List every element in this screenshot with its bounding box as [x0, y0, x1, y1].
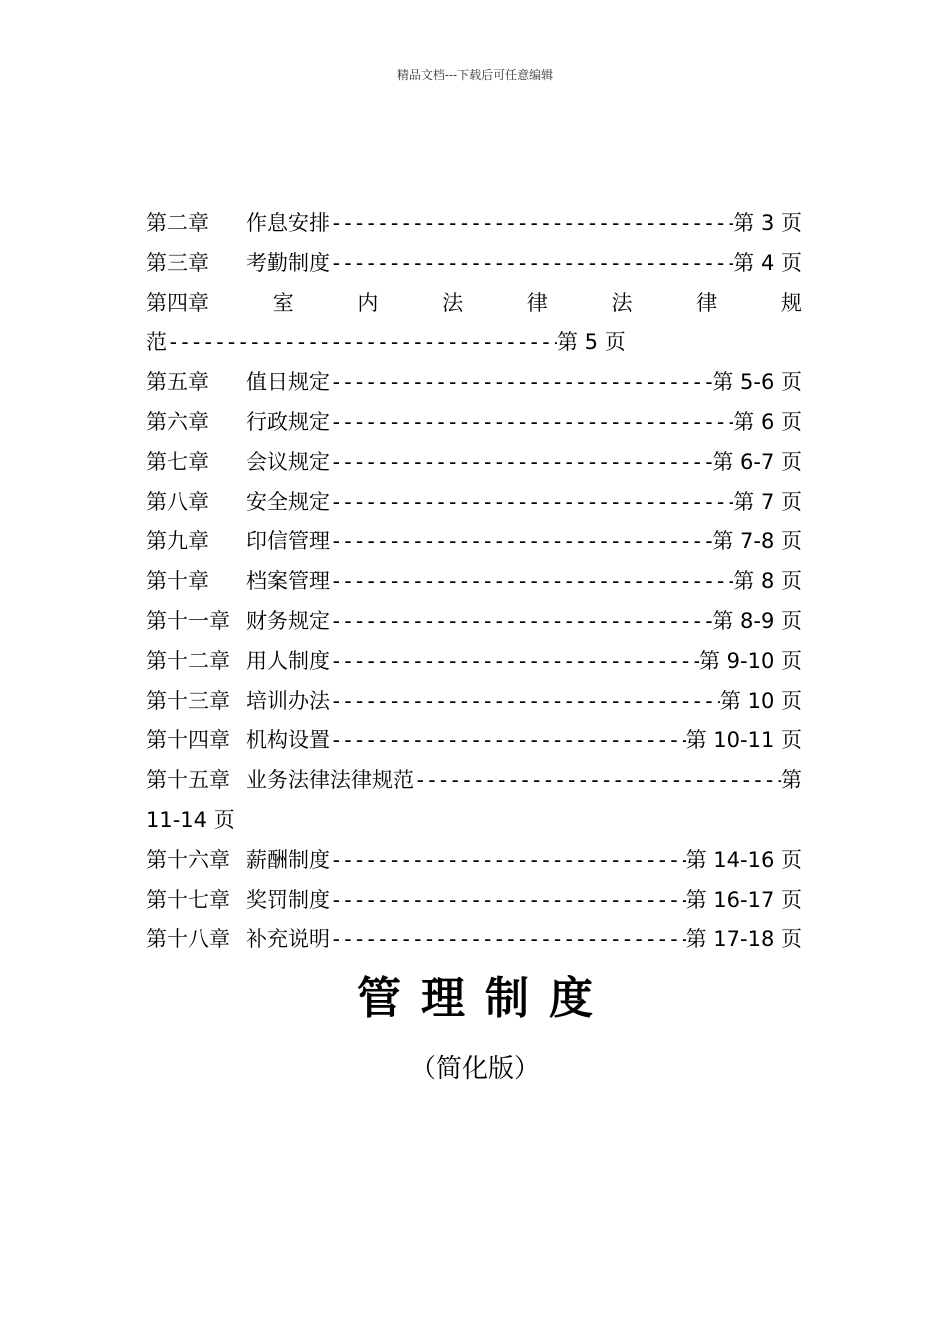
- toc-chapter: 第十三章: [146, 688, 230, 713]
- toc-title-char: 法: [611, 290, 633, 315]
- toc-page: 第 6 页: [733, 409, 802, 434]
- toc-row-justified[interactable]: [146, 284, 802, 324]
- toc-title: 用人制度: [246, 648, 330, 673]
- toc-row[interactable]: [146, 602, 802, 642]
- toc-leader: [330, 642, 699, 682]
- toc-chapter: 第五章: [146, 370, 209, 395]
- page-header: 精品文档---下载后可任意编辑: [396, 68, 554, 82]
- toc-leader: [414, 761, 781, 801]
- toc-leader: [330, 522, 712, 562]
- toc-leader: [330, 881, 686, 921]
- toc-chapter: 第十五章: [146, 768, 230, 793]
- toc-page: 第 17-18 页: [685, 927, 802, 952]
- toc-leader: [330, 841, 686, 881]
- toc-page: 第 8 页: [733, 569, 802, 594]
- toc-page: 第 5-6 页: [712, 370, 802, 395]
- toc-leader: [167, 323, 557, 363]
- toc-row[interactable]: [146, 363, 802, 403]
- toc-chapter: 第九章: [146, 529, 209, 554]
- toc-row[interactable]: [146, 403, 802, 443]
- toc-title: 机构设置: [246, 728, 330, 753]
- toc-row[interactable]: [146, 522, 802, 562]
- toc-row[interactable]: [146, 761, 802, 801]
- toc-row[interactable]: [146, 483, 802, 523]
- toc-row[interactable]: [146, 881, 802, 921]
- toc-title: 奖罚制度: [246, 887, 330, 912]
- toc-leader: [330, 363, 712, 403]
- toc-leader: [330, 562, 733, 602]
- toc-title-char: 律: [696, 290, 718, 315]
- toc-chapter: 第十七章: [146, 887, 230, 912]
- toc-row-continuation[interactable]: [146, 323, 802, 363]
- toc-title-char: 室: [272, 290, 294, 315]
- toc-chapter: 第十八章: [146, 927, 230, 952]
- toc-row[interactable]: [146, 682, 802, 722]
- toc-title: 作息安排: [246, 211, 330, 235]
- toc-chapter: 第十六章: [146, 847, 230, 872]
- toc-chapter: 第三章: [146, 250, 209, 275]
- toc-page: 第 6-7 页: [712, 449, 802, 474]
- toc-leader: [330, 483, 733, 523]
- toc-title-cont: 范: [146, 330, 167, 355]
- toc-leader: [330, 204, 733, 244]
- toc-page: 第 7 页: [733, 489, 802, 514]
- toc-row[interactable]: [146, 562, 802, 602]
- toc-page: 第 16-17 页: [685, 887, 802, 912]
- toc-page: 第 5 页: [557, 330, 626, 355]
- toc-title: 值日规定: [246, 370, 330, 395]
- toc-leader: [330, 721, 686, 761]
- toc-chapter: 第二章: [146, 211, 209, 235]
- toc-row[interactable]: [146, 721, 802, 761]
- toc-page: 第 10 页: [719, 688, 802, 713]
- toc-title: 业务法律法律规范: [246, 768, 414, 793]
- toc-leader: [330, 443, 712, 483]
- document-subtitle: （简化版）: [409, 1054, 540, 1084]
- toc-leader: [330, 920, 686, 960]
- toc-title: 档案管理: [246, 569, 330, 594]
- toc-row[interactable]: [146, 443, 802, 483]
- toc-title: 会议规定: [246, 449, 330, 474]
- toc-chapter: 第十四章: [146, 728, 230, 753]
- toc-row[interactable]: [146, 642, 802, 682]
- toc-page: 第 8-9 页: [712, 608, 802, 633]
- toc-title-char: 内: [357, 290, 379, 315]
- toc-page: 第 3 页: [733, 211, 802, 235]
- toc-chapter: 第十一章: [146, 608, 230, 633]
- toc-page: 第 4 页: [733, 250, 802, 275]
- toc-title-char: 规: [780, 290, 802, 315]
- toc-title: 培训办法: [246, 688, 330, 713]
- toc-row[interactable]: [146, 920, 802, 960]
- toc-chapter: 第七章: [146, 449, 209, 474]
- toc-row[interactable]: [146, 841, 802, 881]
- toc-chapter: 第十二章: [146, 648, 230, 673]
- toc-title: 印信管理: [246, 529, 330, 554]
- toc-row-continuation[interactable]: [146, 801, 802, 841]
- toc-leader: [330, 244, 733, 284]
- toc-page: 第: [781, 768, 802, 793]
- toc-leader: [330, 602, 712, 642]
- toc-page-cont: 11-14 页: [146, 807, 235, 832]
- toc-title: 补充说明: [246, 927, 330, 952]
- document-title: 管理制度: [357, 973, 613, 1024]
- toc-page: 第 9-10 页: [698, 648, 802, 673]
- toc-page: 第 10-11 页: [685, 728, 802, 753]
- toc-chapter: 第四章: [146, 290, 209, 315]
- toc-chapter: 第十章: [146, 569, 209, 594]
- toc-title: 财务规定: [246, 608, 330, 633]
- toc-chapter: 第六章: [146, 409, 209, 434]
- toc-leader: [330, 403, 733, 443]
- table-of-contents: [146, 204, 802, 960]
- toc-title-char: 法: [442, 290, 464, 315]
- toc-page: 第 7-8 页: [712, 529, 802, 554]
- toc-row[interactable]: [146, 244, 802, 284]
- toc-leader: [330, 682, 720, 722]
- toc-page: 第 14-16 页: [685, 847, 802, 872]
- toc-title: 薪酬制度: [246, 847, 330, 872]
- toc-title: 安全规定: [246, 489, 330, 514]
- toc-chapter: 第八章: [146, 489, 209, 514]
- toc-title-char: 律: [526, 290, 548, 315]
- toc-title: 考勤制度: [246, 250, 330, 275]
- toc-title: 行政规定: [246, 409, 330, 434]
- toc-row[interactable]: [146, 204, 802, 244]
